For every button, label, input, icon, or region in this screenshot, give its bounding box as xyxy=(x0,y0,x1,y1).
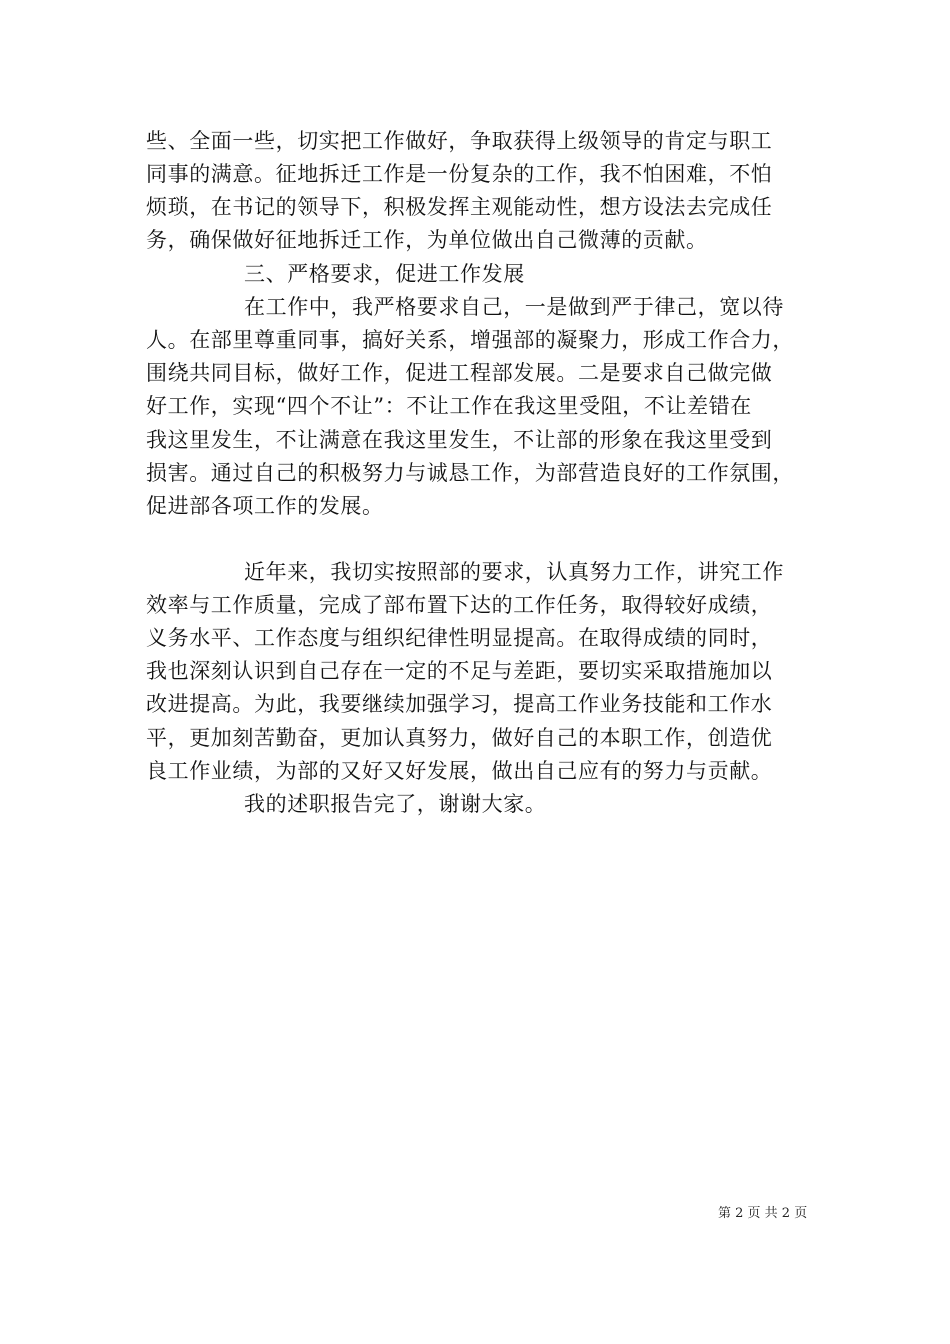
body-line: 近年来，我切实按照部的要求，认真努力工作，讲究工作 xyxy=(244,560,784,584)
section-heading: 三、严格要求，促进工作发展 xyxy=(244,262,525,286)
body-line: 改进提高。为此，我要继续加强学习，提高工作业务技能和工作水 xyxy=(146,692,773,716)
body-line: 在工作中，我严格要求自己，一是做到严于律己，宽以待 xyxy=(244,295,784,319)
body-line: 烦琐，在书记的领导下，积极发挥主观能动性，想方设法去完成任 xyxy=(146,195,773,219)
body-line: 义务水平、工作态度与组织纪律性明显提高。在取得成绩的同时， xyxy=(146,626,773,650)
body-line: 我也深刻认识到自己存在一定的不足与差距，要切实采取措施加以 xyxy=(146,659,773,683)
body-line: 些、全面一些，切实把工作做好，争取获得上级领导的肯定与职工 xyxy=(146,129,773,153)
body-line: 平，更加刻苦勤奋，更加认真努力，做好自己的本职工作，创造优 xyxy=(146,726,773,750)
body-line: 围绕共同目标，做好工作，促进工程部发展。二是要求自己做完做 xyxy=(146,361,773,385)
page-number-footer: 第 2 页 共 2 页 xyxy=(718,1206,808,1221)
closing-line: 我的述职报告完了，谢谢大家。 xyxy=(244,792,547,816)
body-line: 务，确保做好征地拆迁工作，为单位做出自己微薄的贡献。 xyxy=(146,228,708,252)
body-line: 同事的满意。征地拆迁工作是一份复杂的工作，我不怕困难，不怕 xyxy=(146,162,773,186)
body-line: 好工作，实现“四个不让”：不让工作在我这里受阻，不让差错在 xyxy=(146,394,752,418)
body-line: 效率与工作质量，完成了部布置下达的工作任务，取得较好成绩， xyxy=(146,593,773,617)
body-line: 人。在部里尊重同事，搞好关系，增强部的凝聚力，形成工作合力， xyxy=(146,328,794,352)
body-line: 促进部各项工作的发展。 xyxy=(146,494,384,518)
body-line: 良工作业绩，为部的又好又好发展，做出自己应有的努力与贡献。 xyxy=(146,759,773,783)
body-line: 损害。通过自己的积极努力与诚恳工作，为部营造良好的工作氛围， xyxy=(146,461,794,485)
body-line: 我这里发生，不让满意在我这里发生，不让部的形象在我这里受到 xyxy=(146,428,773,452)
